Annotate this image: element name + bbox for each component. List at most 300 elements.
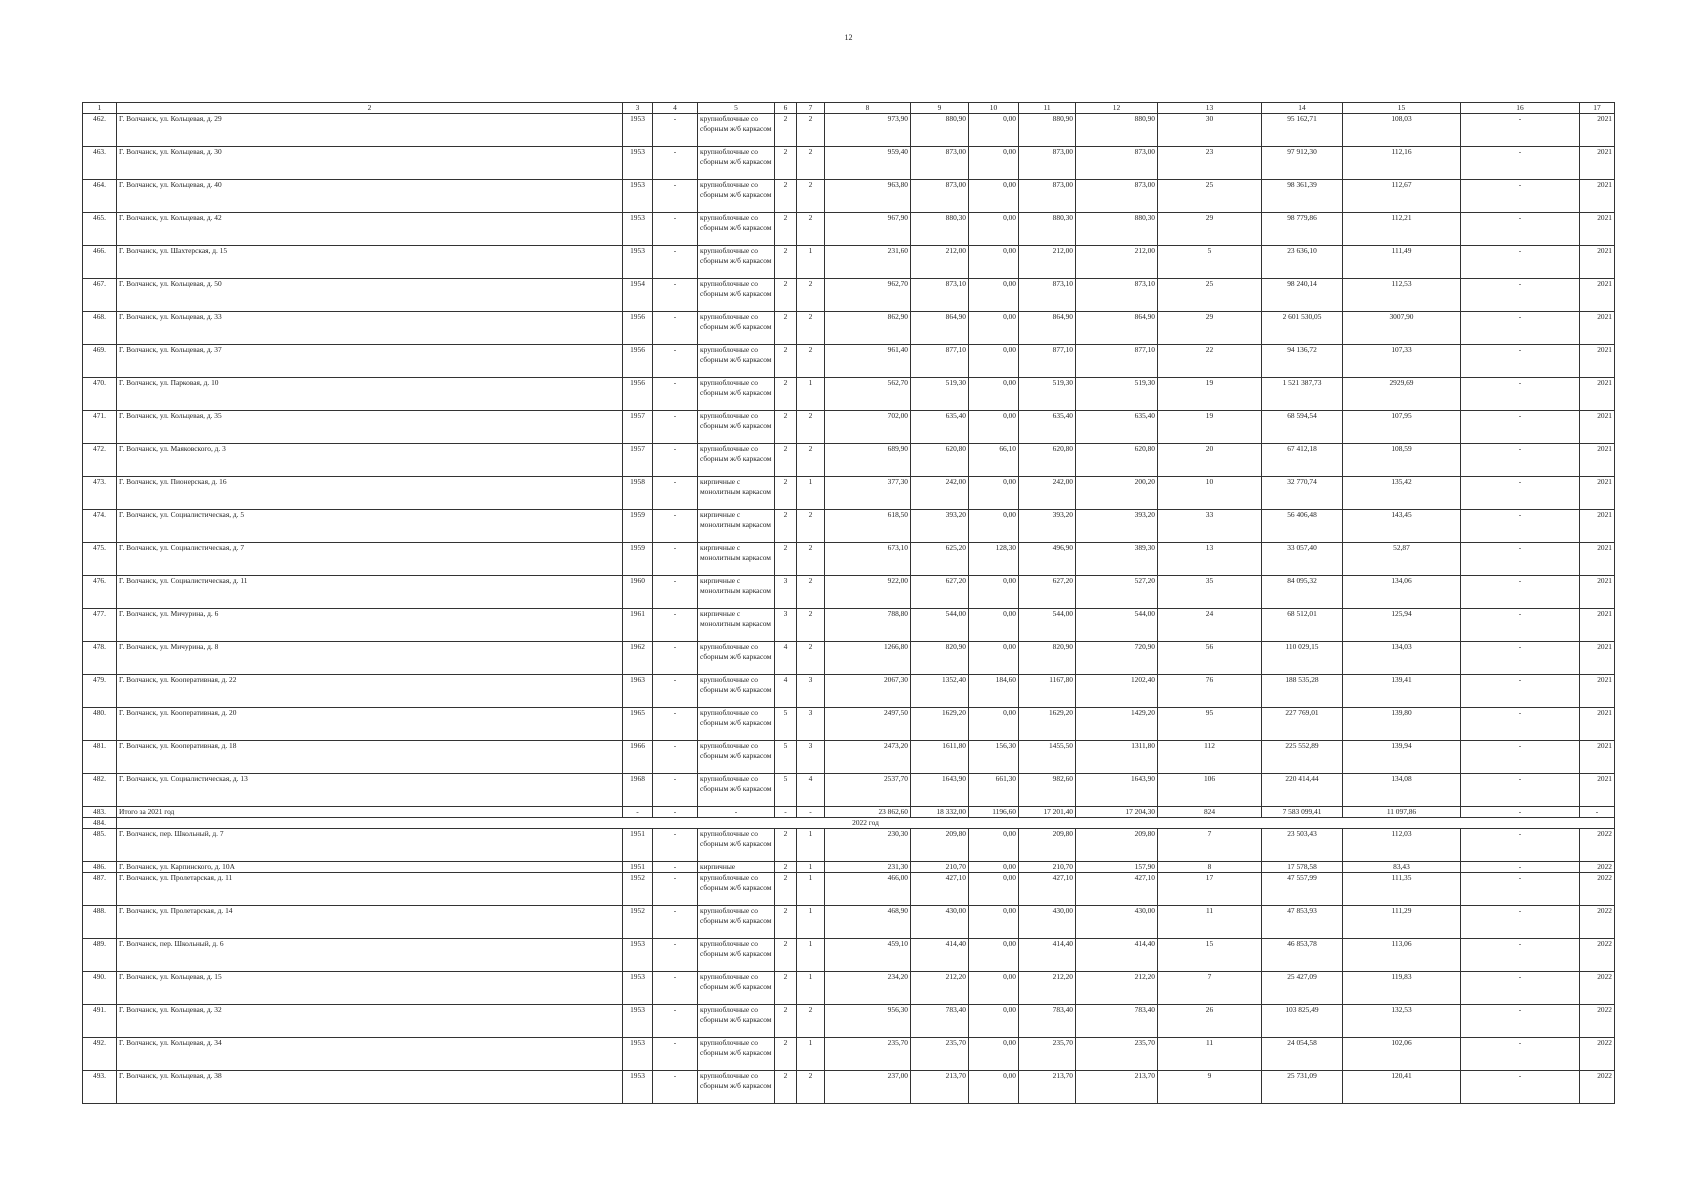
- cell-col-12: 212,20: [1076, 972, 1158, 1005]
- cell-floors: 2: [775, 312, 797, 345]
- cell-floors: 2: [775, 1005, 797, 1038]
- cell-col-10: 156,30: [969, 741, 1019, 774]
- cell-col-9: 820,90: [911, 642, 969, 675]
- cell-col-11: 544,00: [1019, 609, 1076, 642]
- cell-entrances: 2: [797, 444, 825, 477]
- cell-col-13: 26: [1158, 1005, 1262, 1038]
- cell-col-17: 2022: [1580, 829, 1615, 862]
- cell-col-16: -: [1461, 1005, 1580, 1038]
- cell-col-15: 135,42: [1343, 477, 1461, 510]
- cell-build-year: 1953: [623, 1005, 653, 1038]
- cell-col-14: 33 057,40: [1262, 543, 1343, 576]
- cell-address: Г. Волчанск, ул. Шахтерская, д. 15: [117, 246, 623, 279]
- cell-col-10: 128,30: [969, 543, 1019, 576]
- cell-col-16: -: [1461, 477, 1580, 510]
- cell-col-17: 2021: [1580, 180, 1615, 213]
- cell-col-8: 1266,80: [825, 642, 911, 675]
- cell-col-8: 967,90: [825, 213, 911, 246]
- cell-col-10: 0,00: [969, 1071, 1019, 1104]
- cell-col-8: 2537,70: [825, 774, 911, 807]
- cell-col-12: 527,20: [1076, 576, 1158, 609]
- header-cell: 10: [969, 103, 1019, 114]
- cell-col-17: 2021: [1580, 114, 1615, 147]
- cell-col-13: 35: [1158, 576, 1262, 609]
- total-cell-floors: -: [775, 807, 797, 818]
- cell-col-9: 873,10: [911, 279, 969, 312]
- cell-row-number: 471.: [83, 411, 117, 444]
- cell-floors: 2: [775, 180, 797, 213]
- cell-entrances: 2: [797, 147, 825, 180]
- cell-address: Г. Волчанск, ул. Пролетарская, д. 11: [117, 873, 623, 906]
- cell-col-16: -: [1461, 1038, 1580, 1071]
- cell-col-8: 466,00: [825, 873, 911, 906]
- cell-col-11: 635,40: [1019, 411, 1076, 444]
- cell-entrances: 1: [797, 246, 825, 279]
- cell-col-14: 23 636,10: [1262, 246, 1343, 279]
- cell-col-17: 2021: [1580, 345, 1615, 378]
- cell-col-15: 134,03: [1343, 642, 1461, 675]
- cell-col-16: -: [1461, 609, 1580, 642]
- cell-col-10: 0,00: [969, 114, 1019, 147]
- cell-address: Г. Волчанск, ул. Кооперативная, д. 20: [117, 708, 623, 741]
- cell-col-17: 2021: [1580, 312, 1615, 345]
- total-cell-entr: -: [797, 807, 825, 818]
- cell-col-9: 880,90: [911, 114, 969, 147]
- cell-col-11: 235,70: [1019, 1038, 1076, 1071]
- cell-entrances: 2: [797, 312, 825, 345]
- cell-col-15: 107,33: [1343, 345, 1461, 378]
- cell-build-year: 1953: [623, 1038, 653, 1071]
- cell-floors: 2: [775, 862, 797, 873]
- cell-col-11: 242,00: [1019, 477, 1076, 510]
- header-cell: 12: [1076, 103, 1158, 114]
- cell-floors: 2: [775, 279, 797, 312]
- cell-address: Г. Волчанск, ул. Карпинского, д. 10А: [117, 862, 623, 873]
- table-row: [83, 510, 1615, 543]
- table-row: [83, 444, 1615, 477]
- header-cell: 2: [117, 103, 623, 114]
- year-separator-row: [83, 818, 1615, 829]
- cell-col-13: 7: [1158, 972, 1262, 1005]
- cell-col-15: 112,67: [1343, 180, 1461, 213]
- cell-build-year: 1953: [623, 114, 653, 147]
- cell-floors: 5: [775, 741, 797, 774]
- cell-col-12: 213,70: [1076, 1071, 1158, 1104]
- cell-address: Г. Волчанск, ул. Социалистическая, д. 7: [117, 543, 623, 576]
- cell-col-15: 125,94: [1343, 609, 1461, 642]
- cell-col-12: 783,40: [1076, 1005, 1158, 1038]
- cell-col-12: 544,00: [1076, 609, 1158, 642]
- cell-entrances: 3: [797, 741, 825, 774]
- cell-col-14: 46 853,78: [1262, 939, 1343, 972]
- cell-col-14: 227 769,01: [1262, 708, 1343, 741]
- cell-col-16: -: [1461, 444, 1580, 477]
- cell-wall-material: крупноблочные со сборным ж/б каркасом: [698, 114, 775, 147]
- cell-row-number: 466.: [83, 246, 117, 279]
- table-row: [83, 1071, 1615, 1104]
- cell-row-number: 476.: [83, 576, 117, 609]
- cell-floors: 2: [775, 1038, 797, 1071]
- cell-col-15: 112,53: [1343, 279, 1461, 312]
- cell-col-12: 873,00: [1076, 180, 1158, 213]
- cell-col-15: 108,03: [1343, 114, 1461, 147]
- cell-row-number: 469.: [83, 345, 117, 378]
- cell-col-16: -: [1461, 862, 1580, 873]
- cell-col-14: 84 095,32: [1262, 576, 1343, 609]
- cell-col-11: 880,90: [1019, 114, 1076, 147]
- cell-row-number: 475.: [83, 543, 117, 576]
- cell-col-17: 2021: [1580, 411, 1615, 444]
- cell-col-13: 11: [1158, 1038, 1262, 1071]
- cell-wall-material: кирпичные с монолитным каркасом: [698, 543, 775, 576]
- table-row: [83, 477, 1615, 510]
- cell-col-4: -: [653, 477, 698, 510]
- cell-col-11: 427,10: [1019, 873, 1076, 906]
- cell-col-16: -: [1461, 279, 1580, 312]
- cell-col-13: 11: [1158, 906, 1262, 939]
- cell-col-4: -: [653, 411, 698, 444]
- table-row: [83, 708, 1615, 741]
- cell-col-14: 1 521 387,73: [1262, 378, 1343, 411]
- cell-col-4: -: [653, 510, 698, 543]
- cell-wall-material: крупноблочные со сборным ж/б каркасом: [698, 444, 775, 477]
- cell-row-number: 463.: [83, 147, 117, 180]
- cell-row-number: 462.: [83, 114, 117, 147]
- cell-col-17: 2022: [1580, 906, 1615, 939]
- cell-col-14: 98 779,86: [1262, 213, 1343, 246]
- cell-address: Г. Волчанск, ул. Кольцевая, д. 35: [117, 411, 623, 444]
- cell-col-15: 3007,90: [1343, 312, 1461, 345]
- cell-col-14: 67 412,18: [1262, 444, 1343, 477]
- cell-entrances: 3: [797, 708, 825, 741]
- cell-row-number: 493.: [83, 1071, 117, 1104]
- cell-col-4: -: [653, 543, 698, 576]
- cell-col-17: 2021: [1580, 147, 1615, 180]
- cell-col-15: 83,43: [1343, 862, 1461, 873]
- cell-col-12: 1643,90: [1076, 774, 1158, 807]
- header-cell: 8: [825, 103, 911, 114]
- cell-row-number: 484.: [83, 818, 117, 829]
- cell-col-8: 673,10: [825, 543, 911, 576]
- cell-col-12: 414,40: [1076, 939, 1158, 972]
- cell-col-17: 2022: [1580, 1038, 1615, 1071]
- cell-col-15: 2929,69: [1343, 378, 1461, 411]
- cell-wall-material: крупноблочные со сборным ж/б каркасом: [698, 1038, 775, 1071]
- cell-col-9: 783,40: [911, 1005, 969, 1038]
- cell-col-15: 102,06: [1343, 1038, 1461, 1071]
- cell-col-12: 880,30: [1076, 213, 1158, 246]
- cell-col-14: 220 414,44: [1262, 774, 1343, 807]
- cell-entrances: 2: [797, 180, 825, 213]
- cell-build-year: 1956: [623, 345, 653, 378]
- cell-col-14: 225 552,89: [1262, 741, 1343, 774]
- cell-col-4: -: [653, 1071, 698, 1104]
- cell-address: Г. Волчанск, ул. Кольцевая, д. 33: [117, 312, 623, 345]
- cell-floors: 2: [775, 345, 797, 378]
- cell-col-8: 234,20: [825, 972, 911, 1005]
- table-row: [83, 1038, 1615, 1071]
- cell-col-13: 22: [1158, 345, 1262, 378]
- cell-col-10: 0,00: [969, 411, 1019, 444]
- cell-col-12: 157,90: [1076, 862, 1158, 873]
- cell-col-14: 2 601 530,05: [1262, 312, 1343, 345]
- cell-row-number: 467.: [83, 279, 117, 312]
- cell-col-4: -: [653, 972, 698, 1005]
- header-cell: 11: [1019, 103, 1076, 114]
- cell-wall-material: крупноблочные со сборным ж/б каркасом: [698, 708, 775, 741]
- cell-col-10: 0,00: [969, 873, 1019, 906]
- cell-col-14: 32 770,74: [1262, 477, 1343, 510]
- cell-address: Г. Волчанск, ул. Кольцевая, д. 34: [117, 1038, 623, 1071]
- header-cell: 15: [1343, 103, 1461, 114]
- cell-floors: 2: [775, 378, 797, 411]
- cell-col-12: 430,00: [1076, 906, 1158, 939]
- cell-build-year: 1956: [623, 378, 653, 411]
- cell-col-8: 922,00: [825, 576, 911, 609]
- cell-col-17: 2022: [1580, 939, 1615, 972]
- cell-col-8: 235,70: [825, 1038, 911, 1071]
- table-row: [83, 213, 1615, 246]
- cell-col-12: 877,10: [1076, 345, 1158, 378]
- cell-entrances: 4: [797, 774, 825, 807]
- cell-col-15: 139,41: [1343, 675, 1461, 708]
- cell-col-12: 635,40: [1076, 411, 1158, 444]
- cell-col-17: 2021: [1580, 708, 1615, 741]
- cell-col-17: 2022: [1580, 972, 1615, 1005]
- cell-wall-material: крупноблочные со сборным ж/б каркасом: [698, 147, 775, 180]
- cell-build-year: 1951: [623, 862, 653, 873]
- cell-col-13: 15: [1158, 939, 1262, 972]
- table-row: [83, 642, 1615, 675]
- cell-col-13: 19: [1158, 411, 1262, 444]
- cell-wall-material: крупноблочные со сборным ж/б каркасом: [698, 675, 775, 708]
- cell-col-4: -: [653, 576, 698, 609]
- cell-floors: 3: [775, 609, 797, 642]
- cell-col-14: 98 361,39: [1262, 180, 1343, 213]
- cell-entrances: 1: [797, 477, 825, 510]
- cell-col-16: -: [1461, 345, 1580, 378]
- cell-build-year: 1953: [623, 180, 653, 213]
- cell-col-10: 0,00: [969, 279, 1019, 312]
- cell-col-8: 973,90: [825, 114, 911, 147]
- cell-col-13: 20: [1158, 444, 1262, 477]
- total-cell-c10: 1196,60: [969, 807, 1019, 818]
- cell-row-number: 492.: [83, 1038, 117, 1071]
- table-row: [83, 378, 1615, 411]
- page-number: 12: [844, 33, 853, 42]
- cell-build-year: 1959: [623, 543, 653, 576]
- cell-address: Г. Волчанск, ул. Социалистическая, д. 11: [117, 576, 623, 609]
- cell-col-15: 134,06: [1343, 576, 1461, 609]
- cell-build-year: 1952: [623, 906, 653, 939]
- cell-col-17: 2021: [1580, 774, 1615, 807]
- cell-col-17: 2021: [1580, 246, 1615, 279]
- cell-entrances: 1: [797, 1038, 825, 1071]
- cell-row-number: 473.: [83, 477, 117, 510]
- cell-col-12: 1429,20: [1076, 708, 1158, 741]
- cell-col-17: 2021: [1580, 741, 1615, 774]
- cell-wall-material: крупноблочные со сборным ж/б каркасом: [698, 312, 775, 345]
- cell-col-9: 393,20: [911, 510, 969, 543]
- cell-col-11: 430,00: [1019, 906, 1076, 939]
- cell-col-4: -: [653, 213, 698, 246]
- cell-col-8: 230,30: [825, 829, 911, 862]
- cell-build-year: 1958: [623, 477, 653, 510]
- cell-address: Г. Волчанск, ул. Кольцевая, д. 40: [117, 180, 623, 213]
- cell-floors: 2: [775, 829, 797, 862]
- cell-col-11: 620,80: [1019, 444, 1076, 477]
- cell-col-15: 108,59: [1343, 444, 1461, 477]
- cell-build-year: 1961: [623, 609, 653, 642]
- cell-col-4: -: [653, 873, 698, 906]
- cell-col-15: 112,03: [1343, 829, 1461, 862]
- cell-col-17: 2022: [1580, 1071, 1615, 1104]
- cell-address: Г. Волчанск, ул. Кольцевая, д. 15: [117, 972, 623, 1005]
- cell-col-10: 0,00: [969, 708, 1019, 741]
- cell-build-year: 1959: [623, 510, 653, 543]
- cell-wall-material: крупноблочные со сборным ж/б каркасом: [698, 345, 775, 378]
- cell-floors: 2: [775, 972, 797, 1005]
- cell-col-15: 112,16: [1343, 147, 1461, 180]
- cell-col-11: 1455,50: [1019, 741, 1076, 774]
- cell-floors: 5: [775, 774, 797, 807]
- cell-col-13: 13: [1158, 543, 1262, 576]
- cell-col-16: -: [1461, 873, 1580, 906]
- cell-col-4: -: [653, 147, 698, 180]
- cell-col-9: 1629,20: [911, 708, 969, 741]
- cell-col-10: 661,30: [969, 774, 1019, 807]
- cell-col-10: 0,00: [969, 972, 1019, 1005]
- cell-col-13: 23: [1158, 147, 1262, 180]
- cell-col-12: 212,00: [1076, 246, 1158, 279]
- cell-floors: 2: [775, 543, 797, 576]
- cell-col-9: 1643,90: [911, 774, 969, 807]
- total-cell-c14: 7 583 099,41: [1262, 807, 1343, 818]
- cell-col-15: 134,08: [1343, 774, 1461, 807]
- cell-col-10: 0,00: [969, 213, 1019, 246]
- cell-col-8: 962,70: [825, 279, 911, 312]
- cell-col-13: 33: [1158, 510, 1262, 543]
- cell-entrances: 2: [797, 609, 825, 642]
- total-cell-c16: -: [1461, 807, 1580, 818]
- cell-col-14: 25 731,09: [1262, 1071, 1343, 1104]
- cell-col-17: 2021: [1580, 609, 1615, 642]
- cell-col-8: 788,80: [825, 609, 911, 642]
- cell-col-8: 459,10: [825, 939, 911, 972]
- cell-col-8: 963,80: [825, 180, 911, 213]
- table-row: [83, 609, 1615, 642]
- total-cell-c12: 17 204,30: [1076, 807, 1158, 818]
- cell-col-16: -: [1461, 708, 1580, 741]
- cell-wall-material: крупноблочные со сборным ж/б каркасом: [698, 180, 775, 213]
- cell-wall-material: крупноблочные со сборным ж/б каркасом: [698, 939, 775, 972]
- cell-address: Г. Волчанск, ул. Мичурина, д. 8: [117, 642, 623, 675]
- cell-col-12: 720,90: [1076, 642, 1158, 675]
- cell-col-16: -: [1461, 411, 1580, 444]
- cell-floors: 2: [775, 906, 797, 939]
- cell-col-16: -: [1461, 213, 1580, 246]
- cell-col-16: -: [1461, 510, 1580, 543]
- cell-col-17: 2022: [1580, 862, 1615, 873]
- cell-col-13: 9: [1158, 1071, 1262, 1104]
- cell-wall-material: кирпичные с монолитным каркасом: [698, 510, 775, 543]
- cell-col-12: 235,70: [1076, 1038, 1158, 1071]
- cell-entrances: 1: [797, 862, 825, 873]
- cell-col-14: 94 136,72: [1262, 345, 1343, 378]
- cell-build-year: 1953: [623, 972, 653, 1005]
- cell-col-15: 52,87: [1343, 543, 1461, 576]
- cell-col-17: 2021: [1580, 444, 1615, 477]
- cell-col-9: 625,20: [911, 543, 969, 576]
- cell-col-15: 139,94: [1343, 741, 1461, 774]
- header-cell: 3: [623, 103, 653, 114]
- cell-wall-material: крупноблочные со сборным ж/б каркасом: [698, 642, 775, 675]
- cell-col-11: 209,80: [1019, 829, 1076, 862]
- cell-col-9: 877,10: [911, 345, 969, 378]
- cell-floors: 2: [775, 477, 797, 510]
- table-row: [83, 939, 1615, 972]
- cell-col-9: 1352,40: [911, 675, 969, 708]
- cell-col-13: 8: [1158, 862, 1262, 873]
- cell-entrances: 2: [797, 1005, 825, 1038]
- cell-entrances: 1: [797, 906, 825, 939]
- cell-col-4: -: [653, 1038, 698, 1071]
- cell-col-9: 427,10: [911, 873, 969, 906]
- cell-address: Г. Волчанск, ул. Маяковского, д. 3: [117, 444, 623, 477]
- cell-col-11: 627,20: [1019, 576, 1076, 609]
- cell-col-10: 0,00: [969, 147, 1019, 180]
- cell-wall-material: крупноблочные со сборным ж/б каркасом: [698, 774, 775, 807]
- cell-col-14: 103 825,49: [1262, 1005, 1343, 1038]
- cell-build-year: 1953: [623, 213, 653, 246]
- cell-col-14: 23 503,43: [1262, 829, 1343, 862]
- cell-col-8: 468,90: [825, 906, 911, 939]
- cell-entrances: 1: [797, 972, 825, 1005]
- cell-col-16: -: [1461, 675, 1580, 708]
- cell-col-9: 873,00: [911, 147, 969, 180]
- table-row: [83, 180, 1615, 213]
- cell-build-year: 1953: [623, 246, 653, 279]
- cell-address: Г. Волчанск, ул. Кооперативная, д. 18: [117, 741, 623, 774]
- cell-row-number: 470.: [83, 378, 117, 411]
- cell-wall-material: кирпичные с монолитным каркасом: [698, 609, 775, 642]
- cell-col-14: 68 512,01: [1262, 609, 1343, 642]
- cell-col-14: 56 406,48: [1262, 510, 1343, 543]
- cell-col-9: 242,00: [911, 477, 969, 510]
- cell-col-17: 2021: [1580, 576, 1615, 609]
- cell-col-16: -: [1461, 906, 1580, 939]
- cell-entrances: 2: [797, 411, 825, 444]
- cell-build-year: 1953: [623, 147, 653, 180]
- cell-col-14: 24 054,58: [1262, 1038, 1343, 1071]
- cell-col-8: 862,90: [825, 312, 911, 345]
- cell-wall-material: кирпичные с монолитным каркасом: [698, 576, 775, 609]
- cell-floors: 4: [775, 675, 797, 708]
- cell-col-16: -: [1461, 1071, 1580, 1104]
- cell-floors: 2: [775, 873, 797, 906]
- cell-build-year: 1963: [623, 675, 653, 708]
- cell-col-10: 0,00: [969, 477, 1019, 510]
- cell-col-4: -: [653, 444, 698, 477]
- cell-row-number: 479.: [83, 675, 117, 708]
- cell-col-15: 113,06: [1343, 939, 1461, 972]
- housing-register-table: [82, 102, 1615, 1104]
- cell-col-10: 0,00: [969, 312, 1019, 345]
- cell-col-12: 880,90: [1076, 114, 1158, 147]
- cell-address: Г. Волчанск, ул. Мичурина, д. 6: [117, 609, 623, 642]
- cell-col-4: -: [653, 774, 698, 807]
- cell-col-11: 210,70: [1019, 862, 1076, 873]
